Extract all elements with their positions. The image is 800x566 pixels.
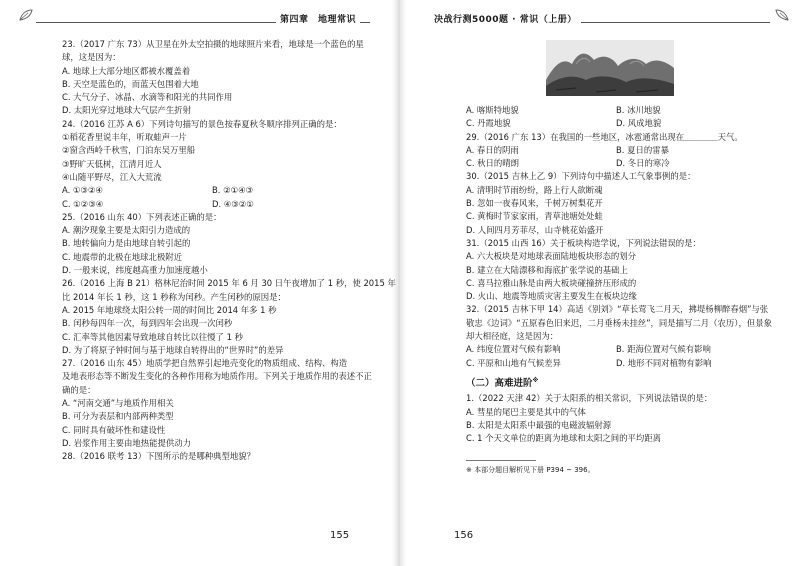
option-b: B. 天空是蓝色的，而蓝天包围着大地 <box>62 78 199 89</box>
book-title: 决战行测5000题 · 常识（上册） <box>430 12 581 25</box>
question-32-stem: 32.（2015 吉林下甲 14）高适《别刘》“草长莺飞二月天，拂堤杨柳醉春烟”与张 <box>466 304 769 315</box>
poem-line-4: ④山随平野尽，江入大荒流 <box>62 171 162 182</box>
option-a: A. 六大板块是对地球表面陆地板块形态的划分 <box>466 251 637 262</box>
right-page-content <box>466 38 772 477</box>
options-row-cd <box>466 117 766 130</box>
page-number: 156 <box>454 530 474 541</box>
option-a: A. 2015 年地球绕太阳公转一周的时间比 2014 年多 1 秒 <box>62 304 277 315</box>
right-page <box>406 0 800 566</box>
option-c: C. 黄梅时节家家雨，青草池塘处处蛙 <box>466 211 603 222</box>
option-b: B. 距海位置对气候有影响 <box>616 344 711 355</box>
option-a: A. 潮汐现象主要是太阳引力造成的 <box>62 225 191 236</box>
question-26-stem: 26.（2016 上海 B 21）格林尼治时间 2015 年 6 月 30 日午夜增加了 1 秒，使 2015 年 <box>62 278 396 289</box>
leaf-ornament-icon <box>774 8 790 22</box>
option-a: A. ①③②④ <box>62 185 103 196</box>
left-page-content <box>62 38 396 464</box>
question-23-stem-cont: 球，这是因为： <box>62 52 121 63</box>
option-b: B. 建立在大陆漂移和海底扩张学说的基础上 <box>466 264 628 275</box>
option-d: D. 风成地貌 <box>616 118 662 129</box>
option-b: B. 地转偏向力是由地球自转引起的 <box>62 238 191 249</box>
options-row-ab <box>466 343 766 356</box>
left-page <box>0 0 394 566</box>
option-c: C. 喜马拉雅山脉是由两大板块碰撞挤压形成的 <box>466 277 637 288</box>
question-27-stem-cont: 及地表形态等不断发生变化的各种作用称为地质作用。下列关于地质作用的表述不正 <box>62 371 372 382</box>
option-c: C. 平原和山地有气候差异 <box>466 357 561 368</box>
question-27-stem-end: 确的是： <box>62 384 96 395</box>
question-24-stem: 24.（2016 江苏 A 6）下列诗句描写的景色按春夏秋冬顺序排列正确的是： <box>62 118 342 129</box>
option-c: C. 汇率等其他因素导致地球自转比以往慢了 1 秒 <box>62 331 243 342</box>
question-30-stem: 30.（2015 吉林上乙 9）下列诗句中描述人工气象事例的是： <box>466 171 696 182</box>
options-row-cd <box>466 357 766 370</box>
question-27-stem: 27.（2016 山东 45）地质学把自然界引起地壳变化的物质组成、结构、构造 <box>62 358 348 369</box>
section-heading <box>466 374 766 390</box>
question-32-stem-end: 却大相径庭，这是因为： <box>466 331 559 342</box>
options-row-ab <box>62 184 362 197</box>
option-d: D. 太阳光穿过地球大气层产生折射 <box>62 105 192 116</box>
chapter-title: 第四章 地理常识 <box>276 12 360 25</box>
option-b: B. 夏日的雷暴 <box>616 144 669 155</box>
option-c: C. 地震带的北极在地球北极附近 <box>62 251 183 262</box>
option-c: C. 大气分子、冰晶、水滴等和阳光的共同作用 <box>62 92 233 103</box>
option-a: A. 彗星的尾巴主要是其中的气体 <box>466 406 586 417</box>
leaf-ornament-icon <box>18 8 34 22</box>
option-a: A. “河南交通”与地质作用相关 <box>62 398 174 409</box>
landform-photo <box>546 40 674 96</box>
poem-line-2: ②窗含西岭千秋雪，门泊东吴万里船 <box>62 145 196 156</box>
options-row-cd <box>466 157 766 170</box>
option-a: A. 地球上大部分地区都被水覆盖着 <box>62 65 191 76</box>
option-d: D. ④③②① <box>212 198 254 209</box>
option-b: B. 太阳是太阳系中最强的电磁波辐射源 <box>466 419 612 430</box>
option-a: A. 纬度位置对气候有影响 <box>466 344 561 355</box>
option-d: D. 为了将原子钟时间与基于地球自转得出的“世界时”的差异 <box>62 344 284 355</box>
option-b: B. 冰川地貌 <box>616 105 661 115</box>
question-29-stem: 29.（2016 广东 13）在我国的一些地区，冰雹通常出现在＿＿＿＿天气。 <box>466 131 743 142</box>
landform-illustration <box>546 40 674 96</box>
options-row-ab <box>466 144 766 157</box>
poem-line-1: ①稻花香里说丰年，听取蛙声一片 <box>62 132 187 143</box>
option-c: C. 同时具有破坏性和建设性 <box>62 424 166 435</box>
right-page-header <box>430 8 770 28</box>
option-b: B. 忽如一夜春风来，千树万树梨花开 <box>466 198 603 209</box>
option-d: D. 地形不同对植物有影响 <box>616 357 712 368</box>
question-26-stem-cont: 比 2014 年长 1 秒，这 1 秒称为闰秒。产生闰秒的原因是： <box>62 291 286 302</box>
page-number: 155 <box>330 530 350 541</box>
question-28-stem: 28.（2016 联考 13）下图所示的是哪种典型地貌？ <box>62 451 255 462</box>
option-c: C. 1 个天文单位的距离为地球和太阳之间的平均距离 <box>466 433 662 444</box>
section-title: （二）高难进阶 <box>466 378 533 390</box>
option-d: D. 火山、地震等地质灾害主要发生在板块边缘 <box>466 291 637 302</box>
option-b: B. 闰秒每四年一次，每到四年会出现一次闰秒 <box>62 318 233 329</box>
section-mark: ※ <box>532 376 539 384</box>
option-c: C. ①②③④ <box>62 198 104 209</box>
question-32-stem-cont: 敬忠《边词》“五原春色旧来迟，二月垂杨未挂丝”，同是描写二月（农历），但景象 <box>466 317 772 328</box>
option-b: B. ②①④③ <box>212 185 254 196</box>
option-d: D. 岩浆作用主要由地热能提供动力 <box>62 437 192 448</box>
poem-line-3: ③野旷天低树，江清月近人 <box>62 158 162 169</box>
left-page-header <box>36 8 370 28</box>
footnote-rule <box>466 460 536 461</box>
option-a: A. 清明时节雨纷纷，路上行人欲断魂 <box>466 184 603 195</box>
option-b: B. 可分为表层和内部两种类型 <box>62 411 174 422</box>
question-23-stem: 23.（2017 广东 73）从卫星在外太空拍摄的地球照片来看，地球是一个蓝色的星 <box>62 39 364 49</box>
option-c: C. 秋日的晴朗 <box>466 158 520 169</box>
option-a: A. 喀斯特地貌 <box>466 105 519 115</box>
option-c: C. 丹霞地貌 <box>466 118 511 129</box>
question-31-stem: 31.（2015 山西 16）关于板块构造学说，下列说法错误的是： <box>466 237 701 248</box>
option-d: D. 人间四月芳菲尽，山寺桃花始盛开 <box>466 224 604 235</box>
footnote: ※ 本部分题目解析见下册 P394 ~ 396。 <box>466 465 595 474</box>
options-row-ab <box>466 104 766 117</box>
option-d: D. 一般来说，纬度越高重力加速度越小 <box>62 265 208 276</box>
option-d: D. 冬日的寒冷 <box>616 158 670 169</box>
options-row-cd <box>62 198 362 211</box>
question-1-stem: 1.（2022 天津 42）关于太阳系的相关常识，下列说法错误的是： <box>466 393 713 404</box>
option-a: A. 春日的阴雨 <box>466 144 519 155</box>
question-25-stem: 25.（2016 山东 40）下列表述正确的是： <box>62 211 222 222</box>
